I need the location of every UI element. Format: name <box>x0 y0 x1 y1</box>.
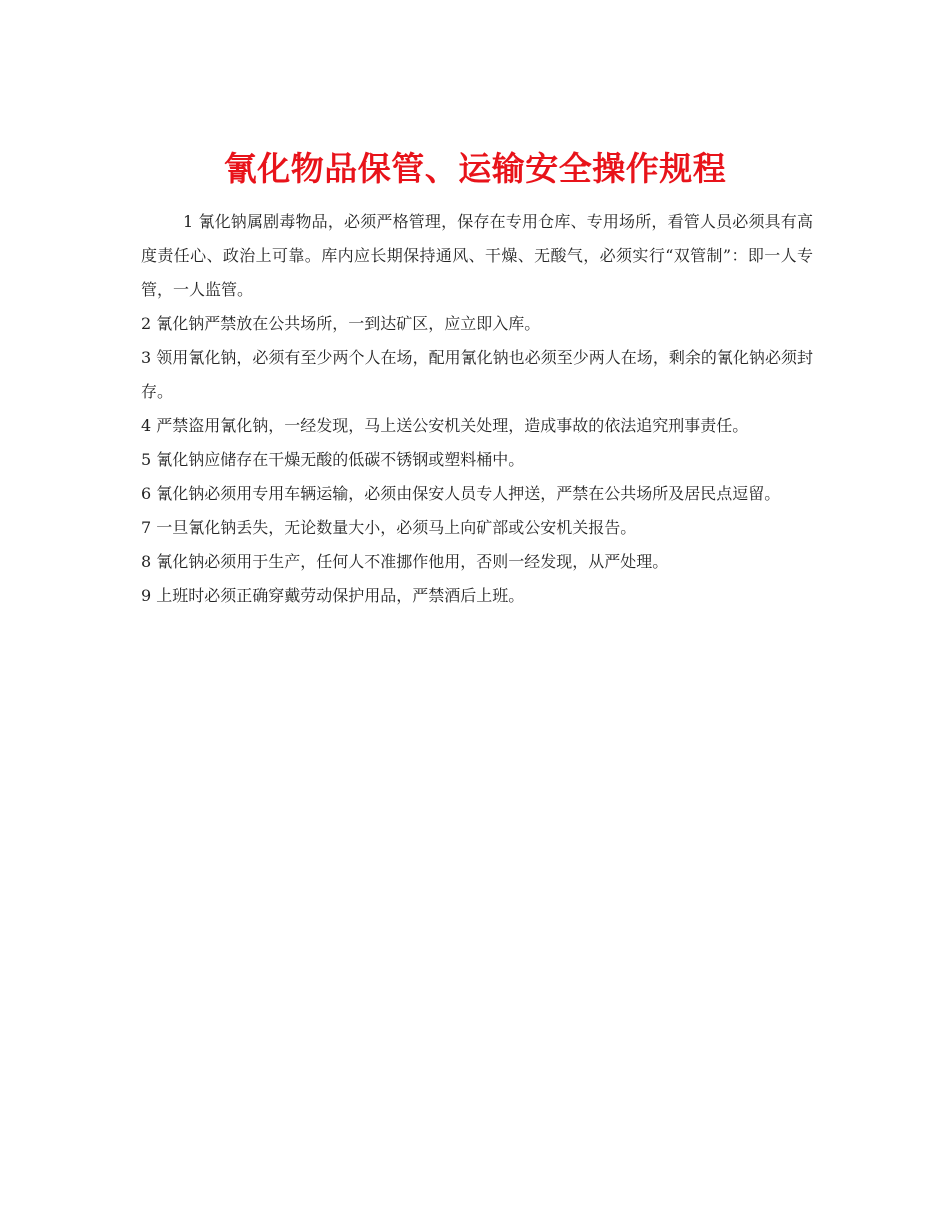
regulation-item-2: 2 氰化钠严禁放在公共场所，一到达矿区，应立即入库。 <box>141 314 541 333</box>
document-body <box>141 205 813 613</box>
regulation-item-8: 8 氰化钠必须用于生产，任何人不准挪作他用，否则一经发现，从严处理。 <box>141 552 669 571</box>
regulation-item-1: 1 氰化钠属剧毒物品，必须严格管理，保存在专用仓库、专用场所，看管人员必须具有高度责任心、政治上可靠。库内应长期保持通风、干燥、无酸气，必须实行“双管制”：即一人专管，一人监管。 <box>141 212 813 299</box>
document-title: 氰化物品保管、运输安全操作规程 <box>223 149 727 189</box>
regulation-item-5: 5 氰化钠应储存在干燥无酸的低碳不锈钢或塑料桶中。 <box>141 450 525 469</box>
regulation-item-9: 9 上班时必须正确穿戴劳动保护用品，严禁酒后上班。 <box>141 586 525 605</box>
regulation-item-6: 6 氰化钠必须用专用车辆运输，必须由保安人员专人押送，严禁在公共场所及居民点逗留。 <box>141 484 781 503</box>
regulation-item-4: 4 严禁盗用氰化钠，一经发现，马上送公安机关处理，造成事故的依法追究刑事责任。 <box>141 416 749 435</box>
regulation-item-3: 3 领用氰化钠，必须有至少两个人在场，配用氰化钠也必须至少两人在场，剩余的氰化钠必须封存。 <box>141 348 813 401</box>
regulation-item-7: 7 一旦氰化钠丢失，无论数量大小，必须马上向矿部或公安机关报告。 <box>141 518 637 537</box>
